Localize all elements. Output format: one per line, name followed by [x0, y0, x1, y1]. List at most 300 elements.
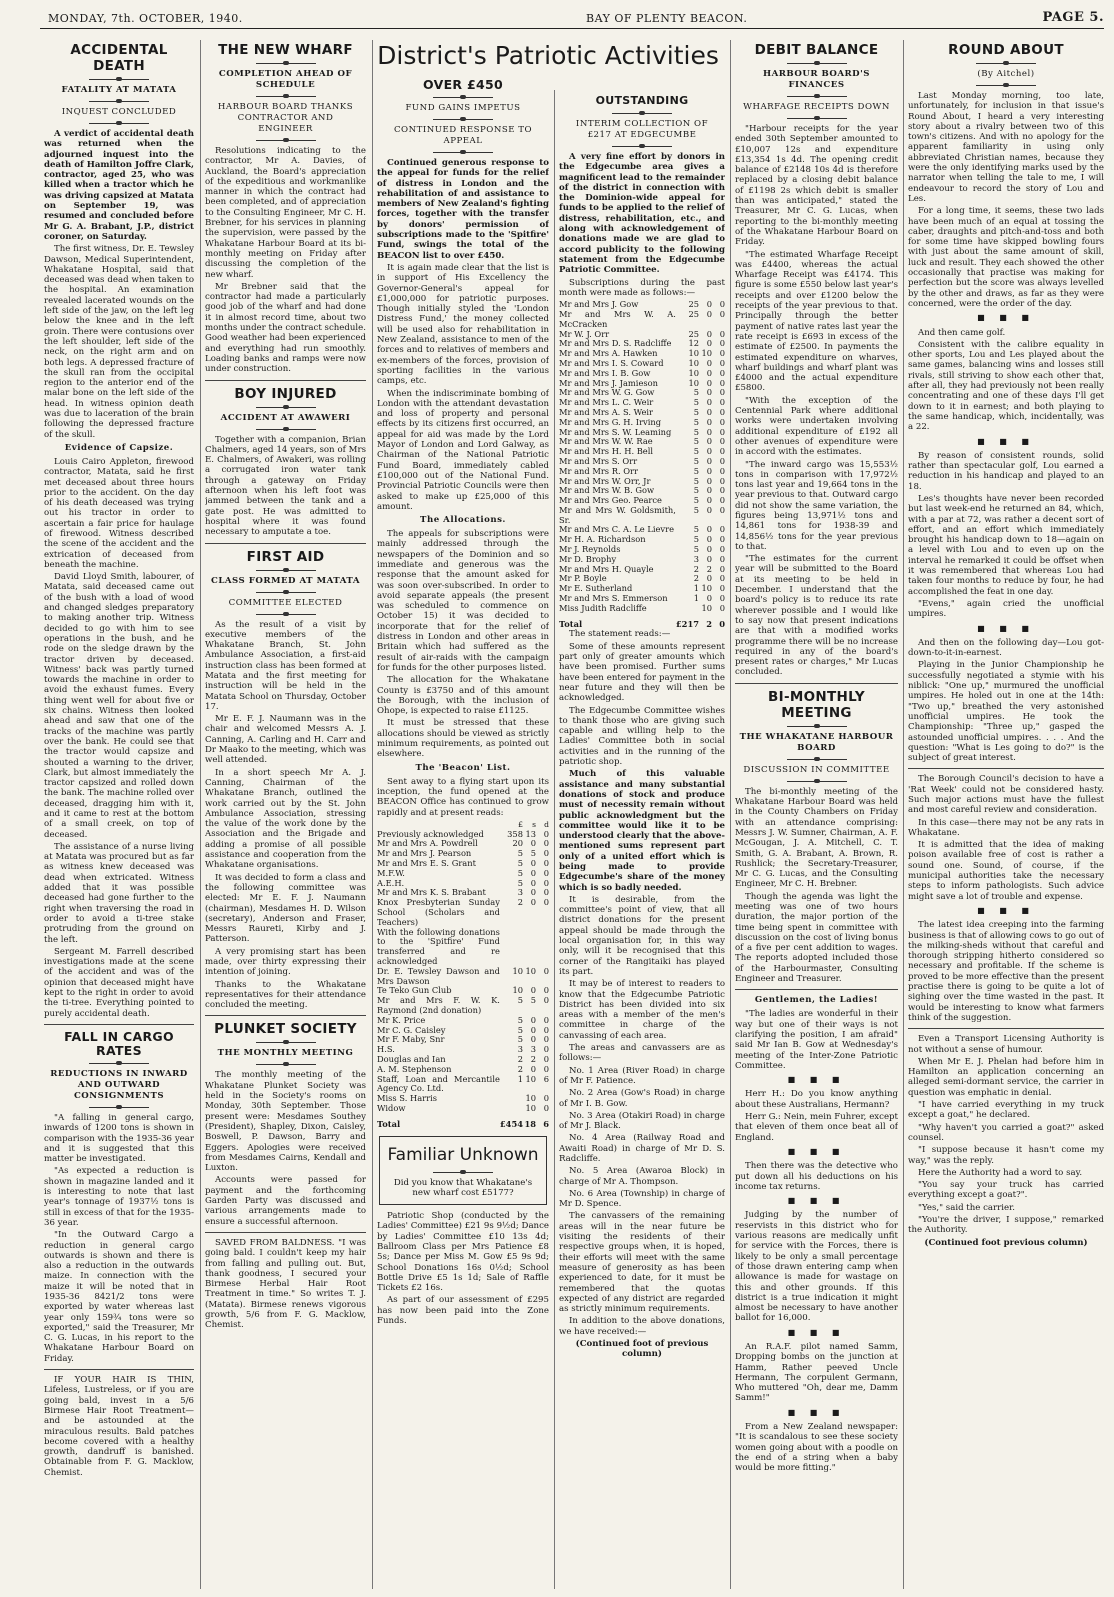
amount-cell: 0 [719, 397, 725, 408]
dash-rule [787, 61, 847, 65]
donor-name: Mr and Mrs G. H. Irving [559, 416, 662, 427]
amount-cell: 0 [543, 1063, 549, 1074]
lead-paragraph: A verdict of accidental death was returned when the adjourned inquest into the death of Hamilton Joffre Clark, contractor, aged 25, who was killed when a tractor which he was driving capsized at Matata on September 19, was resumed and concluded before Mr G. A. Brabant, J.P., district coroner, on Saturday. [44, 129, 194, 242]
dash-rule [433, 117, 493, 121]
amount-cell: 0 [719, 436, 725, 447]
amount-cell: 0 [543, 995, 549, 1006]
paragraph: "I suppose because it hasn't come my way," was the reply. [908, 1145, 1104, 1166]
dash-rule [433, 95, 493, 99]
donor-name: Mr and Mrs J. Pearson [377, 848, 472, 859]
paragraph: The latest idea creeping into the farming business is that of allowing cows to go out of the milking-sheds without that careful and thorough stripping hitherto considered so necessary and profitable. If the scheme is proved to be more effective than the present practise there is going to be quite a lot of sighing over the time wasted in the past. It would be interesting to know what farmers think of the suggestion. [908, 920, 1104, 1023]
paragraph: It must be stressed that these allocations should be viewed as strictly minimum requirements, as pointed out elsewhere. [377, 718, 549, 760]
donor-name: Mr H. A. Richardson [559, 534, 646, 545]
amount-cell: 0 [719, 328, 725, 339]
amount-cell: 0 [543, 897, 549, 908]
dash-rule [256, 427, 316, 431]
amount-cell: 10 [701, 583, 712, 594]
paragraph: The canvassers of the remaining areas will in the near future be visiting the residents of their respective groups when, it is hoped, their efforts will meet with the same measure of generosity as has been experienced to date, for it must be remembered that the quotas expected of any district are regarded as strictly minimum requirements. [559, 1211, 725, 1315]
amount-cell: 0 [543, 838, 549, 849]
amount-cell: 0 [706, 367, 712, 378]
dash-rule [433, 1170, 493, 1174]
amount-cell: 0 [706, 593, 712, 604]
dash-rule [256, 405, 316, 409]
paragraph: Mr Brebner said that the contractor had made a particularly good job of the wharf and had done it in almost record time, about two months under the contract schedule. Good weather had been experienced and everything had run smoothly. Loading banks and ramps were now under construction. [205, 281, 366, 375]
amount-cell: 5 [693, 387, 699, 398]
amount-cell: 0 [543, 1034, 549, 1045]
paragraph: Judging by the number of reservists in this district who for various reasons are medically unfit for service with the Forces, there is likely to be only a small percentage of those drawn entering camp when allowance is made for wastage on this and other grounds. If this district is a true indication it might almost be necessary to have another ballot for 16,000. [735, 1210, 898, 1324]
amount-cell: 2 [517, 1063, 523, 1074]
table-row [559, 310, 725, 330]
paragraph: "The inward cargo was 15,553½ tons in comparison with 17,972½ tons last year and 19,664 tons in the year previous to that. Outward cargo did not show the same variation, the figures being 13,971½ tons and 14,861 tons for 1938-39 and 14,856½ tons for the year previous to that. [735, 459, 898, 552]
amount-cell: 20 [512, 838, 523, 849]
donor-name: Mr and Mrs A. Powdrell [377, 838, 478, 849]
amount-cell: 5 [693, 416, 699, 427]
amount-cell: 0 [719, 544, 725, 555]
amount-cell: 0 [719, 583, 725, 594]
subhead: WHARFAGE RECEIPTS DOWN [743, 102, 890, 112]
lead-paragraph: A very fine effort by donors in the Edgecumbe area gives a magnificent lead to the remainder of the district in connection with the Dominion-wide appeal for funds to be applied to the relief of distress, rehabilitation, etc., and along with acknowledgement of donations made we are glad to accord publicity to the following statement from the Edgecumbe Patriotic Committee. [559, 152, 725, 276]
amount-cell: 0 [543, 828, 549, 839]
area-item: No. 1 Area (River Road) in charge of Mr F. Patience. [559, 1065, 725, 1086]
subhead: DISCUSSION IN COMMITTEE [743, 764, 890, 775]
donor-name: Mr and Mrs C. A. Le Lievre [559, 524, 674, 535]
amount-cell: 0 [719, 534, 725, 545]
subhead: ACCIDENT AT AWAWERI [220, 412, 351, 423]
paragraph: Louis Cairo Appleton, firewood contractor, Matata, said he first met deceased about three hours prior to the accident. On the day of his death deceased was trying out his tractor in order to ascertain a fair price for haulage of firewood. Witness described the scene of the accident and the extrication of deceased from beneath the machine. [44, 456, 194, 570]
amount-cell: 0 [530, 858, 536, 868]
paragraph: Thanks to the Whakatane representatives for their attendance concluded the meeting. [205, 979, 366, 1011]
amount-cell: 358 [507, 828, 523, 839]
donor-name: Mr and Mrs D. S. Radcliffe [559, 338, 672, 349]
paragraph: And then on the following day—Lou got-down-to-it-in-earnest. [908, 637, 1104, 659]
column-rule [554, 90, 555, 1589]
amount-cell: 0 [706, 504, 712, 515]
divider-line [908, 1028, 1104, 1029]
amount-cell: 0 [543, 877, 549, 888]
column-4 [559, 92, 725, 1589]
paragraph: The appeals for subscriptions were mainly addressed through the newspapers of the Dominion and so immediate and generous was the response that the amount asked for was soon over-subscribed. In order to avoid separate appeals (the present was scheduled to commence on October 15) it was decided to incorporate that for the relief of distress in London and other areas in Britain which had suffered as the result of air-raids with the campaign for funds for the other purposes listed. [377, 529, 549, 673]
amount-cell: 0 [719, 406, 725, 417]
subhead: CLASS FORMED AT MATATA [210, 575, 360, 586]
donor-name: Mr and Mrs W. W. Rae [559, 436, 653, 447]
headline-over-450: OVER £450 [423, 77, 503, 92]
paragraph: When the indiscriminate bombing of London with the attendant devastation and loss of property and personal effects by its citizens first occurred, an appeal for aid was made by the Lord Mayor of London and Lord Galway, as Chairman of the National Patriotic Fund Board, immediately cabled £100,000 out of the National Fund. Provincial Patriotic Councils were then asked to make up £25,000 of this amount. [377, 388, 549, 512]
amount-cell: 0 [719, 338, 725, 349]
divider-line [44, 1369, 194, 1370]
dash-rule [256, 94, 316, 98]
amount-cell: 1 [693, 593, 699, 604]
amount-cell: 0 [706, 397, 712, 408]
subhead: REDUCTIONS IN INWARD AND OUTWARD CONSIGNMENTS [50, 1068, 188, 1101]
amount-cell: 0 [719, 348, 725, 359]
donor-name: Mr and Mrs K. S. Brabant [377, 887, 486, 898]
amount-cell: 0 [706, 299, 712, 310]
amount-cell: 10 [688, 377, 699, 388]
amount-cell: 5 [693, 534, 699, 545]
amount-cell: 12 [688, 338, 699, 349]
headline-accidental-death: ACCIDENTAL DEATH [70, 42, 168, 74]
divider-line [735, 989, 898, 990]
donor-name: Mr and Mrs I. S. Coward [559, 357, 664, 368]
paragraph: Then there was the detective who put down all his deductions on his income tax returns. [735, 1161, 898, 1192]
donor-name: M.F.W. [377, 867, 405, 878]
paragraph: The first witness, Dr. E. Tewsley Dawson, Medical Superintendent, Whakatane Hospital, said that deceased was dead when taken to the hospital. An examination revealed lacerated wounds on the left side of the jaw, on the left leg below the knee and in the left groin. There were contusions over the left shoulder, left side of the neck, on the right arm and on both legs. A depressed fracture of the skull ran from the occipital region to the anterior end of the malar bone on the left side of the head. In witness opinion death was due to laceration of the brain following the depressed fracture of the skull. [44, 244, 194, 440]
amount-cell: 25 [688, 328, 699, 339]
amount-cell: 0 [543, 887, 549, 898]
paragraph: Though the agenda was light the meeting was one of two hours duration, the major portion of the time being spent in committee with discussion on the cost of living bonus of a five per cent addition to wages. The reports adopted included those of the Harbourmaster, Consulting Engineer and Treasurer. [735, 891, 898, 985]
paragraph: Patriotic Shop (conducted by the Ladies' Committee) £21 9s 9½d; Dance by Ladies' Committee £10 13s 4d; Ballroom Class per Mrs Patience £8 5s; Dance per Miss M. Gow £5 9s 9d; School Donations 16s 0½d; School Bottle Drive £5 1s 1d; Sale of Raffle Tickets £2 16s. [377, 1211, 549, 1294]
amount-cell [500, 1094, 523, 1104]
divider-line [205, 380, 366, 381]
table-row [559, 604, 725, 614]
dash-rule [89, 99, 149, 103]
amount-cell: 0 [530, 867, 536, 878]
amount-cell: 5 [517, 1034, 523, 1045]
amount-cell: 5 [530, 848, 536, 859]
amount-cell: 0 [543, 858, 549, 868]
amount-cell: 0 [543, 985, 549, 996]
amount-cell: 0 [719, 308, 725, 319]
dash-rule [256, 138, 316, 142]
dash-rule [787, 116, 847, 120]
amount-cell: 0 [706, 416, 712, 427]
amount-cell: 10 [701, 348, 712, 359]
amount-cell: 0 [719, 475, 725, 486]
donor-name: Mr and Mrs A. Hawken [559, 348, 658, 359]
advertisement: SAVED FROM BALDNESS. "I was going bald. I couldn't keep my hair from falling and pulling out. But, thank goodness, I secured your Birmese Herbal Hair Root Treatment in time." So writes T. J. (Matata). Birmese renews vigorous growth, 5/6 from F. G. Macklow, Chemist. [205, 1237, 366, 1331]
amount-cell: 0 [543, 1024, 549, 1035]
amount-cell: 10 [688, 348, 699, 359]
amount-cell: 0 [706, 524, 712, 535]
amount-cell [676, 604, 699, 614]
subhead: CONTINUED RESPONSE TO APPEAL [393, 125, 533, 146]
amount-cell: 5 [693, 455, 699, 466]
amount-cell: 0 [706, 573, 712, 584]
donor-name: H.S. [377, 1044, 395, 1055]
amount-cell: 0 [530, 897, 536, 908]
paragraph: "In the Outward Cargo a reduction in general cargo outwards is shown and there is also a reduction in the outwards maize. In connection with the maize it will be noted that in 1935-36 8421/2 tons were exported by water whereas last year only 159¾ tons were so exported," said the Treasurer, Mr C. G. Lucas, in his report to the Whakatane Harbour Board on Friday. [44, 1230, 194, 1364]
paragraph: "The ladies are wonderful in their way but one of their ways is not clarifying the position, I am afraid" said Mr Ian B. Gow at Wednesday's meeting of the Inter-Zone Patriotic Committee. [735, 1009, 898, 1071]
donor-name: Mr C. G. Caisley [377, 1024, 446, 1035]
table-row [377, 967, 549, 987]
amount-cell: 0 [719, 446, 725, 457]
paragraph: Resolutions indicating to the contractor, Mr A. Davies, of Auckland, the Board's appreciation of the expeditious and workmanlike manner in which the contract had been completed, and of appreciation to the Consulting Engineer, Mr C. H. Brebner, for his services in planning the supervision, were passed by the Whakatane Harbour Board at its bi-monthly meeting on Friday after discussing the completion of the new wharf. [205, 146, 366, 280]
amount-cell: 2 [530, 1053, 536, 1064]
amount-cell: 25 [688, 299, 699, 310]
amount-cell: 0 [543, 1044, 549, 1055]
amount-cell: 0 [719, 495, 725, 506]
paragraph: "Yes," said the carrier. [918, 1202, 1015, 1213]
amount-cell: 5 [517, 995, 523, 1006]
paragraph: It is desirable, from the committee's point of view, that all district donations for the present appeal should be made through the local organisation for, in this way only, will it be recognised that this corner of the Rangitaiki has played its part. [559, 894, 725, 977]
paragraph: Last Monday morning, too late, unfortunately, for inclusion in that issue's Round About, I heard a very interesting story about a rivalry between two of this town's citizens. And with no apology for the apparent familiarity in using only abbreviated Christian names, because they were the only identifying marks used by the narrator when telling the tale to me, I will endeavour to record the story of Lou and Les. [908, 91, 1104, 204]
amount-cell: 0 [543, 867, 549, 878]
amount-cell: 2 [517, 897, 523, 908]
column-6 [908, 40, 1104, 1589]
amount-cell: 5 [693, 465, 699, 476]
donor-name: A. M. Stephenson [377, 1063, 452, 1074]
amount-cell: 0 [706, 426, 712, 437]
donor-name: Mr K. Price [377, 1014, 426, 1025]
donor-name: Mr and Mrs F. W. K. Raymond (2nd donation) [377, 995, 500, 1015]
amount-cell: 1 [693, 583, 699, 594]
patriotic-banner [372, 42, 724, 72]
box-title: Familiar Unknown [387, 1144, 539, 1165]
amount-cell: 0 [719, 553, 725, 564]
donor-name: Mr and Mrs R. Orr [559, 465, 638, 476]
amount-cell: 5 [517, 1014, 523, 1025]
paragraph: David Lloyd Smith, labourer, of Matata, said deceased came out of the bush with a load of wood and changed sledges preparatory to making another trip. Witness decided to go with him to see operations in the bush, and he rode on the sledge drawn by the tractor driven by deceased. Witness' back was partly turned towards the machine in order to avoid the exhaust fumes. Every thing went well for about five or six chains. Witness then looked ahead and saw that one of the tracks of the machine was partly over the bank. He could see that the tractor would capsize and shouted a warning to the driver, Clark, but almost immediately the tractor capsized and rolled down the bank. The machine rolled over deceased, dragging him with it, and it came to rest at the bottom of a small creek, on top of deceased. [44, 572, 194, 840]
donor-name: Mr and Mrs S. Emmerson [559, 593, 668, 604]
amount-cell: 5 [517, 1024, 523, 1035]
masthead [40, 6, 1104, 29]
area-item: No. 6 Area (Township) in charge of Mr D. Spence. [559, 1188, 725, 1210]
paragraph: The areas and canvassers are as follows:— [559, 1043, 725, 1064]
area-item: No. 5 Area (Awaroa Block) in charge of Mr A. Thompson. [559, 1166, 725, 1187]
amount-cell: 0 [719, 524, 725, 535]
amount-cell: 0 [706, 406, 712, 417]
subhead: The Allocations. [420, 515, 506, 526]
column-3 [377, 76, 549, 1589]
donor-name: Dr. E. Tewsley Dawson and Mrs Dawson [377, 965, 500, 986]
amount-cell: 0 [530, 1024, 536, 1035]
subhead: INQUEST CONCLUDED [61, 107, 177, 117]
amount-cell: 0 [706, 436, 712, 447]
subhead: HARBOUR BOARD'S FINANCES [763, 69, 870, 90]
amount-cell: 2 [693, 563, 699, 574]
amount-cell: 2 [693, 573, 699, 584]
donor-name: Widow [377, 1102, 406, 1113]
paragraph: It is admitted that the idea of making poison available free of cost is rather a sound one. Sound, of course, if the municipal authorities take the necessary steps to inform pathologists. Such advice might save a lot of trouble and expense. [908, 840, 1104, 902]
donor-name: Mr F. Maby, Snr [377, 1034, 445, 1045]
table-total-row: Total £454 18 6 [377, 1118, 549, 1129]
donor-name: Mr D. Brophy [559, 553, 617, 564]
amount-cell: 0 [719, 455, 725, 466]
dash-rule [256, 612, 316, 616]
table-header: £ s d [518, 819, 549, 829]
continued-note: (Continued foot of previous column) [575, 1339, 709, 1360]
area-item: No. 2 Area (Gow's Road) in charge of Mr I. B. Gow. [559, 1088, 725, 1109]
paragraph: As part of our assessment of £295 has now been paid into the Zone Funds. [377, 1295, 549, 1327]
paragraph: Herr H.: Do you know anything about these Australians, Hermann? [735, 1089, 898, 1110]
paragraph: Here the Authority had a word to say. [918, 1167, 1083, 1178]
subhead: The 'Beacon' List. [415, 762, 511, 773]
section-divider: ■ ■ ■ [977, 623, 1035, 633]
bold-paragraph: Much of this valuable assistance and many substantial donations of stock and produce must of necessity remain without public acknowledgment but the committee would like it to be understood clearly that the above-mentioned sums represent part only of a united effort which is being made to provide Edgecumbe's share of the money which is so badly needed. [559, 769, 725, 893]
amount-cell: 10 [701, 602, 712, 613]
paragraph: The assistance of a nurse living at Matata was procured but as far as witness knew deceased was dead when extricated. Witness added that it was possible deceased had gone further to the right when traversing the road in order to avoid a ti-tree stake protruding from the ground on the left. [44, 841, 194, 945]
amount-cell: 0 [706, 338, 712, 349]
donor-name: Mr and Mrs W. A. McCracken [559, 308, 676, 329]
divider-line [44, 1024, 194, 1025]
donor-name: Mr and Mrs W. B. Gow [559, 485, 655, 496]
paragraph: Playing in the Junior Championship he successfully negotiated a stymie with his niblick: "One up," murmured the unofficial umpires. He holed out in one at the 14th: "Two up," breathed the very astonished unofficial umpires. He took the Championship: "Three up," gasped the astounded unofficial umpires. . . . And the question: "What is Les going to do?" is the subject of great interest. [908, 660, 1104, 764]
headline-new-wharf: THE NEW WHARF [218, 42, 353, 58]
amount-cell: 1 [517, 1073, 523, 1084]
area-item: No. 4 Area (Railway Road and Awaiti Road) in charge of Mr D. S. Radcliffe. [559, 1133, 725, 1164]
paragraph: "Evens," again cried the unofficial umpires. [908, 598, 1104, 620]
subhead: INTERIM COLLECTION OF £217 AT EDGECUMBE [575, 119, 709, 140]
amount-cell: 0 [706, 455, 712, 466]
paragraph: And then came golf. [918, 327, 1006, 338]
amount-cell: 0 [530, 1014, 536, 1025]
amount-cell [523, 928, 536, 967]
amount-cell: 10 [688, 357, 699, 368]
amount-cell: 0 [719, 563, 725, 574]
donor-name: Mr W. J. Orr [559, 328, 610, 339]
donor-name: Staff, Loan and Mercantile Agency Co. Ltd. [377, 1073, 500, 1094]
column-rule [200, 40, 201, 1589]
dash-rule [787, 94, 847, 98]
amount-cell: 5 [517, 848, 523, 859]
dash-rule [256, 590, 316, 594]
paragraph: The monthly meeting of the Whakatane Plunket Society was held in the Society's rooms on Monday, 30th September. Those present were: Mesdames Southey (President), Shapley, Dixon, Caisley, Boswell, P. Dawson, Barry and Eggers. Apologies were received from Mesdames Cairns, Kendall and Luxton. [205, 1070, 366, 1174]
paragraph: Consistent with the calibre equality in other sports, Lou and Les played about the same games, balancing wins and losses still rivals, still striving to show each other that, after all, they had previously not been really concentrating and one of these days I'll get down to it in earnest; and both playing to the same handicap, which, incidentally, was a 22. [908, 339, 1104, 433]
amount-cell: 0 [719, 426, 725, 437]
amount-cell: 3 [530, 1044, 536, 1055]
banner-title: District's Patriotic Activities [377, 41, 719, 70]
paragraph: Some of these amounts represent part only of greater amounts which have been promised. Further sums have been entered for payment in the near future and they will then be acknowledged. [559, 641, 725, 704]
amount-cell: 5 [693, 426, 699, 437]
donor-name: Mr E. Sutherland [559, 583, 633, 594]
section-divider: ■ ■ ■ [787, 1146, 846, 1156]
amount-cell [500, 928, 523, 967]
paragraph: An R.A.F. pilot named Samm, Dropping bombs on the junction at Hamm, Rather peeved Uncle Hermann, The corpulent Germann, Who muttered "Oh, dear me, Damm Samm!" [735, 1341, 898, 1404]
section-divider: ■ ■ ■ [787, 1407, 846, 1417]
amount-cell: 10 [525, 1073, 536, 1084]
column-rule [372, 40, 373, 1589]
amount-cell: 5 [693, 524, 699, 535]
amount-cell: 0 [706, 357, 712, 368]
headline-round-about: ROUND ABOUT [948, 42, 1064, 58]
dash-rule [612, 111, 672, 115]
amount-cell: 0 [530, 877, 536, 888]
headline-outstanding: OUTSTANDING [595, 94, 689, 107]
amount-cell: 0 [706, 377, 712, 388]
donor-name: Mr and Mrs W. G. Gow [559, 387, 655, 398]
paragraph: In a short speech Mr A. J. Canning, Chairman of the Whakatane Branch, outlined the work carried out by the St. John Ambulance Association, stressing the value of the work done by the Association and the Brigade and adding a promise of all possible assistance and cooperation from the Whakatane organisations. [205, 767, 366, 871]
headline-first-aid: FIRST AID [246, 548, 325, 565]
paragraph: From a New Zealand newspaper: "It is scandalous to see these society women going about with a poodle on the end of a string when a baby would be more fitting." [735, 1422, 898, 1474]
donor-name: Mr and Mrs H. H. Bell [559, 446, 654, 457]
dash-rule [89, 77, 149, 81]
amount-cell: 5 [693, 475, 699, 486]
paragraph: It is again made clear that the list is in support of His Excellency the Governor-General's appeal for £1,000,000 for patriotic purposes. Though initially styled the 'London Distress Fund,' the money collected will be used also for rehabilitation in New Zealand, assistance to men of the forces and to relatives of members and ex-members of the forces, provision of sporting facilities in the various camps, etc. [377, 262, 549, 387]
edgecumbe-subscription-table [559, 300, 725, 629]
amount-cell: 0 [706, 387, 712, 398]
paragraph: Herr G.: Nein, mein Fuhrer, except that eleven of them once beat all of England. [735, 1112, 898, 1143]
donor-name: Mr and Mrs W. Goldsmith, Sr. [559, 504, 676, 525]
amount-cell: 0 [530, 1034, 536, 1045]
table-row [377, 996, 549, 1016]
byline: (By Aitchel) [977, 69, 1035, 79]
dash-rule [89, 1061, 149, 1065]
amount-cell: 3 [517, 887, 523, 898]
amount-cell: 2 [706, 563, 712, 574]
paragraph: Subscriptions during the past month were made as follows:— [559, 277, 725, 298]
headline-bi-monthly-meeting: BI-MONTHLY MEETING [768, 688, 865, 721]
subhead: THE MONTHLY MEETING [217, 1048, 354, 1059]
amount-cell: 0 [706, 328, 712, 339]
amount-cell: 0 [719, 416, 725, 427]
amount-cell: 0 [719, 377, 725, 388]
divider-line [205, 543, 366, 544]
issue-date: MONDAY, 7th. OCTOBER, 1940. [48, 12, 243, 25]
paragraph: "A falling in general cargo, inwards of 1200 tons is shown in comparison with the 1935-36 year and it is suggested that this matter be investigated. [44, 1112, 194, 1165]
column-5 [735, 40, 898, 1589]
amount-cell [536, 928, 549, 967]
amount-cell: 5 [693, 504, 699, 515]
donor-name: Mr and Mrs J. Jamieson [559, 377, 658, 388]
subhead: FUND GAINS IMPETUS [405, 103, 521, 113]
amount-cell: 5 [517, 867, 523, 878]
amount-cell: 0 [530, 985, 536, 996]
paragraph: Together with a companion, Brian Chalmers, aged 14 years, son of Mrs E. Chalmers, of Awakeri, was rolling a corrugated iron water tank through a gateway on Friday afternoon when his left foot was jammed between the tank and a gate post. He was admitted to hospital where it was found necessary to amputate a toe. [205, 434, 366, 538]
paragraph: "Why haven't you carried a goat?" asked counsel. [908, 1122, 1104, 1143]
donor-name: Mr and Mrs S. W. Leaming [559, 426, 672, 437]
paragraph: Les's thoughts have never been recorded but last week-end he returned an 84, which, with a par at 72, was rather a decent sort of effort, and an effort which immediately brought his handicap down to 18—again on a level with Lou and to even up on the interval he remarked it could be offset when it was remembered that whereas Lou had taken four months to reduce by four, he had accomplished the feat in one day. [908, 493, 1104, 597]
amount-cell: 5 [693, 406, 699, 417]
column-1 [44, 40, 194, 1589]
section-divider: ■ ■ ■ [787, 1327, 846, 1337]
amount-cell: 0 [719, 602, 725, 613]
paragraph: In addition to the above donations, we have received:— [559, 1316, 725, 1337]
amount-cell: 0 [543, 1093, 549, 1104]
table-row [377, 1035, 549, 1045]
lead-paragraph: Continued generous response to the appeal for funds for the relief of distress in London and the rehabilitation of and assistance to members of New Zealand's fighting forces, together with the transfer by donors' permission of subscriptions made to the 'Spitfire' Fund, swings the total of the BEACON list to over £450. [377, 158, 549, 261]
headline-boy-injured: BOY INJURED [234, 385, 337, 402]
amount-cell: 0 [719, 387, 725, 398]
donor-name: Previously acknowledged [377, 828, 484, 839]
paragraph: A very promising start has been made, over thirty expressing their intention of joining. [205, 946, 366, 978]
amount-cell: 0 [719, 485, 725, 496]
donor-name: Douglas and Ian [377, 1053, 446, 1064]
continued-note: (Continued foot previous column) [924, 1237, 1088, 1248]
paragraph: "You're the driver, I suppose," remarked the Authority. [908, 1214, 1104, 1236]
subhead: THE WHAKATANE HARBOUR BOARD [739, 731, 894, 753]
paragraph: Even a Transport Licensing Authority is not without a sense of humour. [908, 1034, 1104, 1055]
paragraph: "Harbour receipts for the year ended 30th September amounted to £10,007 12s and expenditure £13,354 1s 4d. The opening credit balance of £2148 10s 4d is therefore replaced by a closing debit balance of £1198 2s which debit is smaller than was anticipated," stated the Treasurer, Mr C. G. Lucas, when reporting to the bi-monthly meeting of the Whakatane Harbour Board on Friday. [735, 124, 898, 248]
donor-name: Mr and Mrs L. C. Weir [559, 397, 654, 408]
paragraph: As the result of a visit by executive members of the Whakatane Branch, St. John Ambulance Association, a first-aid instruction class has been formed at Matata and the first meeting for instruction will be held in the Matata School on Thursday, October 17. [205, 619, 366, 712]
dash-rule [787, 757, 847, 761]
amount-cell: 0 [706, 553, 712, 564]
paragraph: "The estimates for the current year will be submitted to the Board at its meeting to be held in December. I understand that the board's policy is to reduce its rate wherever possible and I would like to say now that present indications are that with a modified works programme there will be no increase required in any of the board's present rates or charges," Mr Lucas concluded. [735, 554, 898, 678]
dash-rule [433, 150, 493, 154]
amount-cell: 5 [693, 544, 699, 555]
amount-cell: 5 [693, 495, 699, 506]
amount-cell: 0 [530, 838, 536, 849]
amount-cell: 0 [530, 887, 536, 898]
paragraph: "You say your truck has carried everything except a goat?". [908, 1180, 1104, 1201]
donor-name: Mr and Mrs A. S. Weir [559, 406, 654, 417]
amount-cell: 0 [719, 573, 725, 584]
amount-cell: 5 [517, 877, 523, 888]
donor-name: A.E.H. [377, 877, 405, 888]
amount-cell: 0 [706, 544, 712, 555]
donor-name: Mr J. Reynolds [559, 544, 621, 555]
dash-rule [976, 61, 1036, 65]
amount-cell: 0 [719, 299, 725, 310]
amount-cell: 2 [517, 1053, 523, 1064]
amount-cell: 10 [688, 367, 699, 378]
paragraph: Sent away to a flying start upon its inception, the fund opened at the BEACON Office has continued to grow rapidly and at present reads: [377, 776, 549, 818]
paragraph: Sergeant M. Farrell described investigations made at the scene of the accident and was of the opinion that deceased might have kept to the right in order to avoid the ti-tree. Everything pointed to purely accidental death. [44, 946, 194, 1019]
divider-line [735, 683, 898, 684]
familiar-unknown-box [379, 1136, 547, 1206]
amount-cell: 0 [543, 965, 549, 976]
paragraph: "The estimated Wharfage Receipt was £4400, whereas the actual Wharfage Receipt was £4174. This figure is some £550 below last year's receipts and over £1200 below the receipts of the year previous to that. Principally through the better payment of native rates last year the rate receipt is £693 in excess of the estimate of £2500. In payments the estimated expenditure on wharves, wharf buildings and wharf plant was £4000 and the actual expenditure £5800. [735, 249, 898, 394]
